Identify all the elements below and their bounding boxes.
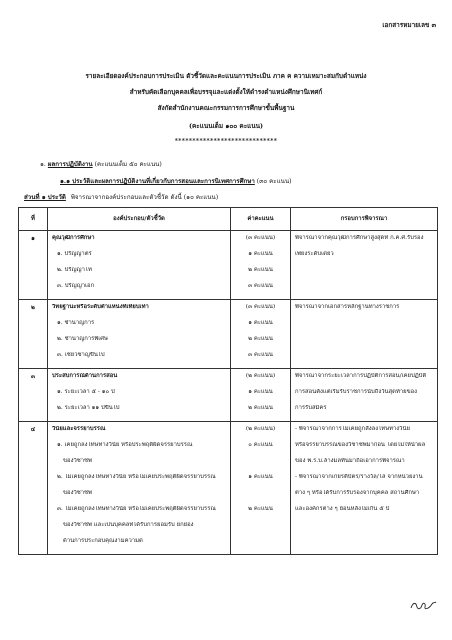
score-value: ๑ คะแนน <box>248 389 273 395</box>
consideration-text: พิจารณาจากเอกสารหลักฐานทางราชการ <box>295 304 400 310</box>
score-value <box>231 490 290 506</box>
score-value: (๓ คะแนน) <box>245 304 276 310</box>
score-value <box>231 538 290 554</box>
section-1-note: (คะแนนเต็ม ๕๐ คะแนน) <box>94 161 162 168</box>
criteria-item: ๑. ปริญญาตรี <box>57 251 92 257</box>
score-value <box>231 522 290 538</box>
score-cell <box>231 422 291 555</box>
consideration-cell <box>291 231 438 300</box>
consideration-cell <box>291 422 438 555</box>
signature <box>408 598 438 612</box>
star-divider: ***************************** <box>174 138 278 145</box>
score-value: ๑ คะแนน <box>248 251 273 257</box>
score-value: (๒ คะแนน) <box>245 373 276 379</box>
consideration-text: - พิจารณาจากเกียรติบัตร/รางวัล/โล่ จากหน่วยงาน <box>295 474 423 480</box>
criteria-item: ๒. ปริญญาโท <box>57 267 92 273</box>
criteria-cell <box>48 369 231 422</box>
score-cell <box>231 231 291 300</box>
consideration-text: และองค์กรต่าง ๆ ย้อนหลังไม่เกิน ๕ ปี <box>295 506 390 512</box>
part-1-description: พิจารณาจากองค์ประกอบและตัวชี้วัด ดังนี้ (๑๐ คะแนน) <box>70 194 219 201</box>
criteria-title: วิทยฐานะหรือระดับตำแหน่งที่เทียบเท่า <box>52 304 149 310</box>
table-row <box>19 300 438 369</box>
criteria-title: คุณวุฒิการศึกษา <box>52 235 95 241</box>
criteria-table <box>18 207 438 555</box>
score-value: (๒ คะแนน) <box>245 426 276 432</box>
criteria-item: ของวิชาชีพ และเป็นบุคคลที่ได้รับการยอมรับ ยกย่อง <box>63 522 194 528</box>
criteria-cell <box>48 231 231 300</box>
consideration-text: - พิจารณาจากการไม่เคยถูกสั่งลงโทษทางวินัย <box>295 426 410 432</box>
score-value: ๒ คะแนน <box>248 506 273 512</box>
score-value: ๒ คะแนน <box>248 336 273 342</box>
header-no: ที่ <box>19 208 48 231</box>
criteria-item: ๓. ปริญญาเอก <box>57 283 95 289</box>
attachment-number: เอกสารหมายเลข ๓ <box>382 21 436 29</box>
part-1-heading <box>24 194 218 201</box>
table-row <box>19 422 438 555</box>
consideration-text: พิจารณาจากคุณวุฒิการศึกษาสูงสุดที่ ก.ค.ศ.รับรอง <box>295 235 424 241</box>
consideration-text: การสอนตั้งแต่เริ่มรับราชการนับถึงวันสุดท้ายของ <box>295 389 418 395</box>
criteria-item: ๒. ไม่เคยถูกลงโทษทางวินัย หรือไม่เคยประพฤติผิดจรรยาบรรณ <box>57 474 216 480</box>
header-criteria: องค์ประกอบ/ตัวชี้วัด <box>48 208 231 231</box>
consideration-text: การรับสมัคร <box>295 405 327 411</box>
score-value: ๓ คะแนน <box>248 283 273 289</box>
table-row <box>19 369 438 422</box>
criteria-item: ๑. เคยถูกลงโทษทางวินัย หรือประพฤติผิดจรรยาบรรณ <box>57 442 193 448</box>
consideration-cell <box>291 369 438 422</box>
section-1-1-title: ๑.๑ ประวัติและผลการปฏิบัติงานที่เกี่ยวกับการสอนและการนิเทศการศึกษา <box>60 178 255 185</box>
consideration-cell <box>291 300 438 369</box>
consideration-text: หรือจรรยาบรรณของวิชาชีพมาก่อน โดยไม่ให้นำผล <box>295 442 426 448</box>
criteria-cell <box>48 422 231 555</box>
criteria-item: ๑. ระยะเวลา ๕ - ๑๐ ปี <box>57 389 115 395</box>
criteria-item: ๑. ชำนาญการ <box>57 320 95 326</box>
score-value: ๐ คะแนน <box>248 442 273 448</box>
criteria-title: วินัยและจรรยาบรรณ <box>52 426 106 432</box>
row-number: ๓ <box>19 369 48 422</box>
score-value: ๓ คะแนน <box>248 352 273 358</box>
section-1-title: ผลการปฏิบัติงาน <box>47 161 93 168</box>
score-cell <box>231 369 291 422</box>
header-score: ค่าคะแนน <box>231 208 291 231</box>
table-header-row <box>19 208 438 231</box>
criteria-item: ๓. ไม่เคยถูกลงโทษทางวินัย หรือไม่เคยประพฤติผิดจรรยาบรรณ <box>57 506 216 512</box>
section-1-1-heading <box>60 178 292 185</box>
row-number: ๔ <box>19 422 48 555</box>
criteria-item: ๓. เชี่ยวชาญขึ้นไป <box>57 352 105 358</box>
consideration-text: พิจารณาจากระยะเวลาการปฏิบัติการสอน/เคยปฏิบัติ <box>295 373 427 379</box>
consideration-text: ต่าง ๆ หรือได้รับการรับรองจากบุคคล สถานศึกษา <box>295 490 420 496</box>
section-1-1-note: (๓๐ คะแนน) <box>256 178 292 185</box>
row-number: ๒ <box>19 300 48 369</box>
score-value <box>231 458 290 474</box>
criteria-cell <box>48 300 231 369</box>
signature-mark <box>408 598 438 612</box>
row-number: ๑ <box>19 231 48 300</box>
section-1-number: ๑. <box>40 161 46 168</box>
criteria-item: ๒. ระยะเวลา ๑๑ ปีขึ้นไป <box>57 405 120 411</box>
criteria-title: ประสบการณ์ด้านการสอน <box>52 373 118 379</box>
section-1-heading <box>40 161 162 168</box>
title-line-3: สังกัดสำนักงานคณะกรรมการการศึกษาขั้นพื้นฐาน <box>157 104 295 112</box>
header-consideration: กรอบการพิจารณา <box>291 208 438 231</box>
score-value: ๑ คะแนน <box>248 474 273 480</box>
title-line-2: สำหรับคัดเลือกบุคคลเพื่อบรรจุและแต่งตั้งให้ดำรงตำแหน่งศึกษานิเทศก์ <box>129 88 323 96</box>
criteria-item: ด้านการประกอบคุณงามความดี <box>63 538 143 544</box>
table-row <box>19 231 438 300</box>
total-score-note: (คะแนนเต็ม ๑๐๐ คะแนน) <box>188 122 264 130</box>
score-value: ๒ คะแนน <box>248 405 273 411</box>
score-cell <box>231 300 291 369</box>
part-1-title: ส่วนที่ ๑ ประวัติ <box>24 194 66 201</box>
consideration-text: ของ พ.ร.บ.ล้างมลทินมาถือเอาการพิจารณา <box>295 458 405 464</box>
criteria-item: ของวิชาชีพ <box>63 490 92 496</box>
score-value: ๒ คะแนน <box>248 267 273 273</box>
criteria-item: ของวิชาชีพ <box>63 458 92 464</box>
score-value: ๑ คะแนน <box>248 320 273 326</box>
score-value: (๓ คะแนน) <box>245 235 276 241</box>
title-line-1: รายละเอียดองค์ประกอบการประเมิน ตัวชี้วัดและคะแนนการประเมิน ภาค ค ความเหมาะสมกับตำแหน่ง <box>85 72 367 80</box>
criteria-item: ๒. ชำนาญการพิเศษ <box>57 336 108 342</box>
consideration-text: เพียงระดับเดียว <box>295 251 334 257</box>
